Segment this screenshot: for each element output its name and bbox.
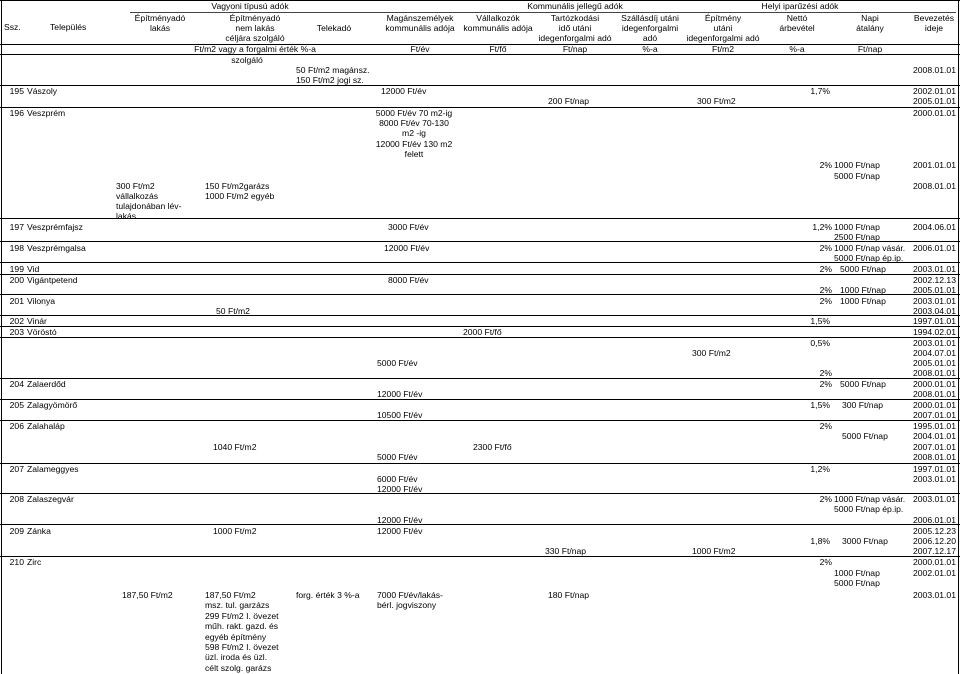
row-number: 205: [9, 400, 24, 410]
cell-magan: bérl. jogviszony: [377, 600, 437, 610]
row-number: 209: [9, 526, 24, 536]
cell-date: 1995.01.01: [912, 421, 956, 431]
cell-magan: m2 -ig: [402, 128, 426, 138]
row-number: 210: [9, 557, 24, 567]
cell-netto: 1,5%: [810, 316, 830, 326]
cell-epit-nemlakas: egyéb építmény: [205, 632, 267, 642]
cell-date: 2002.01.01: [912, 568, 956, 578]
cell-date: 2005.01.01: [912, 358, 956, 368]
cell-epit-nemlakas: célt szolg. garázs: [205, 663, 272, 673]
cell-epit-lakas: 300 Ft/m2: [116, 181, 155, 191]
cell-netto: 2%: [819, 494, 832, 504]
cell-date: 2004.01.01: [912, 431, 956, 441]
cell-date: 2003.01.01: [912, 296, 956, 306]
unit-ftnap2: Ft/nap: [857, 44, 883, 54]
cell-date: 2007.01.01: [912, 410, 956, 420]
cell-napi: 1000 Ft/nap vásár.: [834, 243, 906, 253]
row-number: 201: [9, 296, 24, 306]
cell-magan: 6000 Ft/év: [377, 474, 418, 484]
row-settlement: Zalameggyes: [27, 464, 79, 474]
cell-napi: 1000 Ft/nap: [834, 568, 880, 578]
col-header-ssz: Ssz.: [4, 22, 21, 32]
row-settlement: Zalaerdőd: [27, 379, 66, 389]
row-settlement: Zalagyömörő: [27, 400, 78, 410]
row-number: 197: [9, 222, 24, 232]
cell-date: 2005.01.01: [912, 285, 956, 295]
cell-date: 2000.01.01: [912, 108, 956, 118]
cell-napi: 1000 Ft/nap: [840, 296, 886, 306]
cell-epitm: 300 Ft/m2: [697, 96, 736, 106]
cell-napi: 5000 Ft/nap: [842, 431, 888, 441]
cell-date: 2008.01.01: [912, 65, 956, 75]
cell-magan: 7000 Ft/év/lakás-: [377, 590, 443, 600]
cell-magan: 5000 Ft/év 70 m2-ig: [375, 108, 453, 118]
cell-date: 2004.07.01: [912, 348, 956, 358]
cell-vall: 2300 Ft/fő: [473, 442, 512, 452]
cell-date: 2007.12.17: [912, 546, 956, 556]
cell-epit-nemlakas: üzl. iroda és üzl.: [205, 652, 268, 662]
cell-epit-nemlakas: 1040 Ft/m2: [213, 442, 257, 452]
col-header-epit-nemlakas-3: céljára szolgáló: [225, 33, 285, 43]
row-number: 206: [9, 421, 24, 431]
cell-napi: 1000 Ft/nap vásár.: [834, 494, 906, 504]
cell-napi: 5000 Ft/nap: [834, 578, 880, 588]
cell-netto: 2%: [819, 160, 832, 170]
cell-napi: 3000 Ft/nap: [842, 536, 888, 546]
cell-date: 2000.01.01: [912, 557, 956, 567]
group-header-kommunalis: Kommunális jellegű adók: [527, 1, 623, 11]
cell-epit-nemlakas: 50 Ft/m2: [216, 306, 250, 316]
col-header-tart: Tartózkodási: [550, 13, 600, 23]
unit-ftfo: Ft/fő: [489, 44, 507, 54]
cell-netto: 0,5%: [810, 338, 830, 348]
cell-date: 2008.01.01: [912, 368, 956, 378]
col-header-tart-3: idegenforgalmi adó: [538, 33, 612, 43]
cell-date: 2005.01.01: [912, 96, 956, 106]
cell-epit-nemlakas: 299 Ft/m2 I. övezet: [205, 611, 279, 621]
row-number: 204: [9, 379, 24, 389]
cell-date: 2007.01.01: [912, 442, 956, 452]
row-number: 199: [9, 264, 24, 274]
cell-netto: 2%: [819, 296, 832, 306]
cell-epit-nemlakas: 187,50 Ft/m2: [205, 590, 256, 600]
cell-date: 1997.01.01: [912, 464, 956, 474]
col-header-tart-2: idő utáni: [558, 23, 592, 33]
col-header-telepules: Település: [50, 22, 87, 32]
cell-netto: 2%: [819, 264, 832, 274]
row-number: 207: [9, 464, 24, 474]
cell-date: 2002.01.01: [912, 86, 956, 96]
row-number: 208: [9, 494, 24, 504]
cell-date: 1997.01.01: [912, 316, 956, 326]
cell-date: 2002.12.13: [912, 275, 956, 285]
cell-epit-lakas: vállalkozás: [116, 191, 159, 201]
cell-netto: 1,8%: [810, 536, 830, 546]
cell-magan: 12000 Ft/év: [377, 515, 423, 525]
cell-magan: 8000 Ft/év 70-130: [379, 118, 449, 128]
cell-date: 2008.01.01: [912, 181, 956, 191]
col-header-netto-2: árbevétel: [779, 23, 815, 33]
cell-date: 2005.12.23: [912, 526, 956, 536]
cell-date: 2003.01.01: [912, 494, 956, 504]
cell-telekado: 150 Ft/m2 jogi sz.: [296, 75, 364, 85]
unit-ftev: Ft/év: [410, 44, 430, 54]
cell-magan: 5000 Ft/év: [377, 452, 418, 462]
cell-magan: felett: [404, 149, 424, 159]
row-settlement: Zalahaláp: [27, 421, 65, 431]
col-header-epit-lakas: Építményadó: [134, 13, 186, 23]
group-header-vagyoni: Vagyoni típusú adók: [211, 1, 289, 11]
cell-netto: 2%: [819, 243, 832, 253]
col-header-napi-2: átalány: [856, 23, 884, 33]
unit-ftm2: Ft/m2 vagy a forgalmi érték %-a: [194, 44, 316, 54]
cell-date: 2003.01.01: [912, 590, 956, 600]
row-settlement: Vid: [27, 264, 40, 274]
col-header-bev-2: ideje: [924, 23, 944, 33]
cell-date: 2000.01.01: [912, 379, 956, 389]
cell-magan: 12000 Ft/év: [377, 389, 423, 399]
cell-epit-lakas: 187,50 Ft/m2: [122, 590, 173, 600]
cell-napi: 5000 Ft/nap: [840, 379, 886, 389]
cell-date: 2003.01.01: [912, 338, 956, 348]
col-header-napi: Napi: [861, 13, 879, 23]
cell-date: 2000.01.01: [912, 400, 956, 410]
cell-napi: 1000 Ft/nap: [834, 222, 880, 232]
cell-date: 2008.01.01: [912, 452, 956, 462]
cell-telekado: 50 Ft/m2 magánsz.: [296, 65, 370, 75]
unit-pct2: %-a: [789, 44, 805, 54]
row-settlement: Vászoly: [27, 86, 58, 96]
cell-magan: 12000 Ft/év 130 m2: [375, 139, 453, 149]
col-header-epit-nemlakas: Építményadó: [229, 13, 281, 23]
col-header-epitm-2: utáni: [713, 23, 733, 33]
row-number: 196: [9, 108, 24, 118]
cell-vall: 2000 Ft/fő: [463, 327, 502, 337]
cell-napi: 5000 Ft/nap ép.ip.: [834, 253, 904, 263]
cell-magan: 5000 Ft/év: [377, 358, 418, 368]
unit-ftm2b: Ft/m2: [712, 44, 734, 54]
col-header-telekado: Telekadó: [316, 23, 352, 33]
cell-date: 2003.01.01: [912, 264, 956, 274]
cell-epitm: 300 Ft/m2: [692, 348, 731, 358]
cell-telekado: forg. érték 3 %-a: [296, 590, 360, 600]
cell-epitm: 1000 Ft/m2: [692, 546, 736, 556]
cell-netto: 1,5%: [810, 400, 830, 410]
col-header-vall-2: kommunális adója: [463, 23, 533, 33]
cell-date: 2008.01.01: [912, 389, 956, 399]
cell-epit-lakas: tulajdonában lév-: [116, 201, 182, 211]
row-settlement: Zirc: [27, 557, 42, 567]
row-settlement: Veszprémgalsa: [27, 243, 86, 253]
col-header-magan: Magánszemélyek: [386, 13, 454, 23]
cell-magan: 8000 Ft/év: [388, 275, 429, 285]
col-header-bev: Bevezetés: [913, 13, 955, 23]
row-settlement: Veszprém: [27, 108, 66, 118]
row-settlement: Vigántpetend: [27, 275, 78, 285]
cell-date: 1994.02.01: [912, 327, 956, 337]
row-number: 198: [9, 243, 24, 253]
row-number: 202: [9, 316, 24, 326]
cell-napi: 5000 Ft/nap: [834, 171, 880, 181]
cell-netto: 2%: [819, 368, 832, 378]
cell-epit-nemlakas: 1000 Ft/m2 egyéb: [205, 191, 275, 201]
cell-epit-nemlakas: 1000 Ft/m2: [213, 526, 257, 536]
cell-date: 2003.04.01: [912, 306, 956, 316]
cell-netto: 2%: [819, 285, 832, 295]
cell-napi: 2500 Ft/nap: [834, 232, 880, 242]
cell-netto: 2%: [819, 421, 832, 431]
cell-tart: 200 Ft/nap: [548, 96, 590, 106]
unit-szolgalo: szolgáló: [231, 55, 263, 65]
col-header-epitm: Építmény: [704, 13, 742, 23]
cell-epit-nemlakas: 150 Ft/m2garázs: [205, 181, 270, 191]
cell-magan: 12000 Ft/év: [377, 484, 423, 494]
cell-epit-nemlakas: műh. rakt. gazd. és: [205, 621, 279, 631]
col-header-magan-2: kommunális adója: [385, 23, 455, 33]
col-header-netto: Nettó: [786, 13, 808, 23]
cell-netto: 1,7%: [810, 86, 830, 96]
unit-ftnap: Ft/nap: [562, 44, 588, 54]
cell-date: 2004.06.01: [912, 222, 956, 232]
cell-magan: 12000 Ft/év: [377, 526, 423, 536]
cell-tart: 180 Ft/nap: [548, 590, 590, 600]
cell-netto: 1,2%: [810, 464, 830, 474]
cell-napi: 1000 Ft/nap: [840, 285, 886, 295]
cell-date: 2006.12.20: [912, 536, 956, 546]
row-settlement: Zalaszegvár: [27, 494, 74, 504]
cell-date: 2001.01.01: [912, 160, 956, 170]
row-number: 203: [9, 327, 24, 337]
cell-netto: 2%: [819, 379, 832, 389]
cell-napi: 300 Ft/nap: [842, 400, 884, 410]
col-header-epit-nemlakas-2: nem lakás: [235, 23, 275, 33]
cell-tart: 330 Ft/nap: [545, 546, 587, 556]
col-header-vall: Vállalkozók: [476, 13, 520, 23]
cell-date: 2006.01.01: [912, 515, 956, 525]
col-header-szall-3: adó: [642, 33, 658, 43]
unit-pct: %-a: [642, 44, 658, 54]
cell-napi: 5000 Ft/nap: [840, 264, 886, 274]
cell-epit-nemlakas: msz. tul. garzázs: [205, 600, 270, 610]
cell-magan: 10500 Ft/év: [377, 410, 423, 420]
group-header-ipar: Helyi iparűzési adók: [761, 1, 839, 11]
row-settlement: Zánka: [27, 526, 51, 536]
col-header-szall: Szállásdíj utáni: [621, 13, 679, 23]
cell-napi: 1000 Ft/nap: [834, 160, 880, 170]
row-settlement: Vöröstó: [27, 327, 57, 337]
col-header-szall-2: idegenforgalmi: [621, 23, 679, 33]
col-header-epit-lakas-2: lakás: [149, 23, 171, 33]
cell-netto: 1,2%: [812, 222, 832, 232]
cell-netto: 2%: [819, 557, 832, 567]
row-number: 195: [9, 86, 24, 96]
cell-epit-nemlakas: 598 Ft/m2 I. övezet: [205, 642, 279, 652]
cell-epit-lakas: lakás: [116, 211, 137, 221]
row-number: 200: [9, 275, 24, 285]
col-header-epitm-3: idegenforgalmi adó: [686, 33, 760, 43]
row-settlement: Vinár: [27, 316, 47, 326]
cell-magan: 12000 Ft/év: [381, 86, 427, 96]
cell-date: 2003.01.01: [912, 474, 956, 484]
cell-date: 2006.01.01: [912, 243, 956, 253]
cell-napi: 5000 Ft/nap ép.ip.: [834, 504, 904, 514]
row-settlement: Vilonya: [27, 296, 56, 306]
cell-magan: 12000 Ft/év: [384, 243, 430, 253]
cell-magan: 3000 Ft/év: [388, 222, 429, 232]
row-settlement: Veszprémfajsz: [27, 222, 83, 232]
